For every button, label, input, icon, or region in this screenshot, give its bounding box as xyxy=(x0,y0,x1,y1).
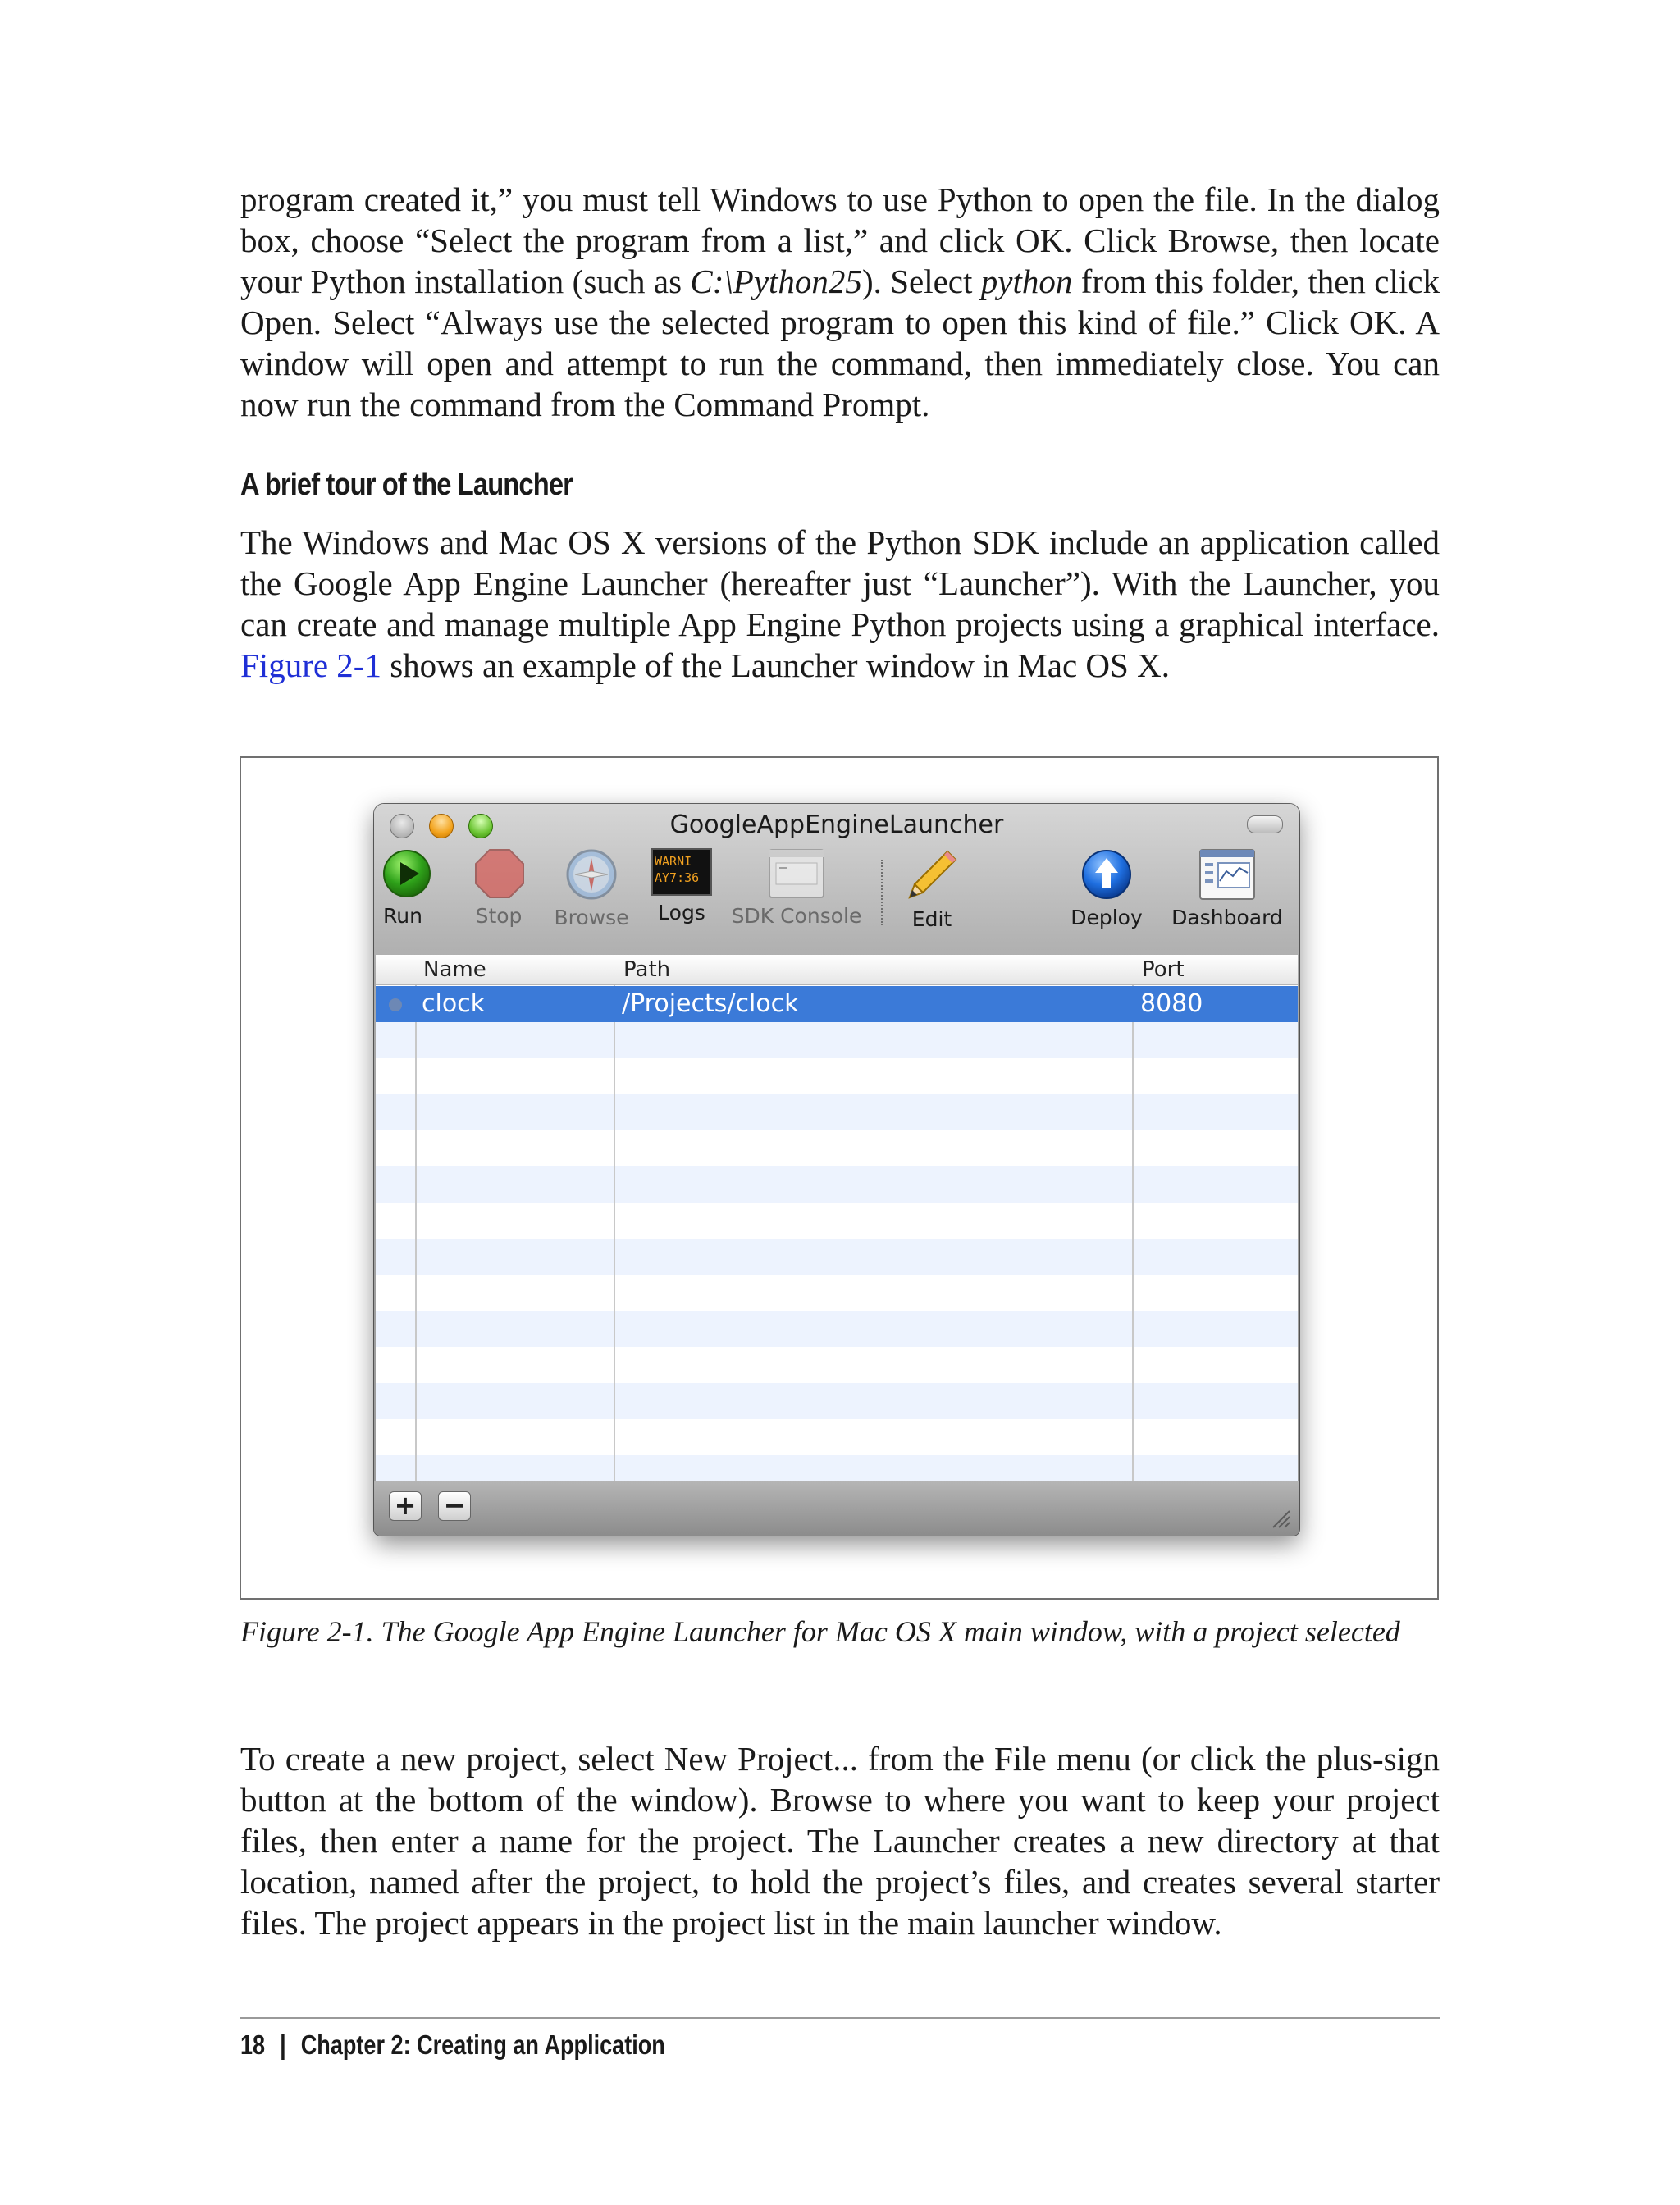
dashboard-icon xyxy=(1198,848,1256,901)
title-bar[interactable] xyxy=(374,804,1299,848)
edit-label: Edit xyxy=(911,907,952,931)
intro-text-1: program created it,” you must tell Windows to use Python to open the file. In the dialog box, choose “Select the program from a list,” and click OK. Click Browse, then locate your Python installation (such as xyxy=(240,180,1440,300)
table-row-empty xyxy=(376,1311,1298,1347)
remove-project-button[interactable]: − xyxy=(438,1491,471,1521)
resize-grip-icon[interactable] xyxy=(1268,1506,1291,1529)
table-row-empty xyxy=(376,1383,1298,1419)
stop-label: Stop xyxy=(475,904,523,928)
log-console-icon xyxy=(651,848,712,896)
log-icon-line-1: WARNI xyxy=(655,854,692,869)
table-row[interactable] xyxy=(376,986,1298,1022)
table-row-empty xyxy=(376,1094,1298,1130)
bottom-bar xyxy=(374,1481,1299,1536)
tour-text-1: The Windows and Mac OS X versions of the Python SDK include an application called the Google App Engine Launcher (hereafter just “Launcher”). With the Launcher, you can create and manage multiple App Engine Python projects using a graphical interface. xyxy=(240,523,1440,643)
figure-caption: Figure 2-1. The Google App Engine Launcher for Mac OS X main window, with a project selected xyxy=(240,1615,1400,1648)
project-port: 8080 xyxy=(1140,989,1203,1018)
toolbar-separator xyxy=(881,860,883,925)
column-divider xyxy=(415,955,417,1481)
column-header-port[interactable]: Port xyxy=(1142,957,1185,982)
log-icon-line-2: AY7:36 xyxy=(655,870,700,885)
add-project-button[interactable]: + xyxy=(389,1491,422,1521)
table-row-empty xyxy=(376,1239,1298,1275)
column-header-path[interactable]: Path xyxy=(623,957,671,982)
sdk-console-label: SDK Console xyxy=(731,904,862,928)
launcher-window xyxy=(374,804,1299,1536)
footer-rule xyxy=(240,2017,1440,2019)
dashboard-label: Dashboard xyxy=(1171,906,1283,929)
stop-button[interactable] xyxy=(474,848,523,928)
project-status-indicator xyxy=(389,998,402,1011)
page-footer xyxy=(240,2029,665,2061)
upload-arrow-icon xyxy=(1080,848,1133,901)
edit-button[interactable] xyxy=(899,848,965,931)
after-paragraph: To create a new project, select New Project... from the File menu (or click the plus-sign button at the bottom of the window). Browse to where you want to keep your project files, then enter a name for the project. The Launcher creates a new directory at that location, named after the project, to hold the project’s files, and creates several starter files. The project appears in the project list in the main launcher window. xyxy=(240,1740,1440,1942)
toolbar xyxy=(374,848,1299,938)
table-row-empty xyxy=(376,1166,1298,1203)
deploy-button[interactable] xyxy=(1070,848,1144,929)
table-row-empty xyxy=(376,1455,1298,1481)
sdk-console-icon xyxy=(768,848,825,899)
play-icon xyxy=(382,848,431,899)
browse-button[interactable] xyxy=(550,848,632,929)
column-header-name[interactable]: Name xyxy=(423,957,486,982)
tour-text-2: shows an example of the Launcher window in Mac OS X. xyxy=(381,646,1170,684)
page-number: 18 xyxy=(240,2029,266,2060)
project-name: clock xyxy=(422,989,486,1018)
toolbar-toggle-button[interactable] xyxy=(1247,815,1283,833)
projects-table xyxy=(376,955,1298,1481)
figure-link[interactable]: Figure 2-1 xyxy=(240,646,381,684)
logs-button[interactable] xyxy=(649,848,714,924)
pencil-icon xyxy=(905,848,959,902)
table-row-empty xyxy=(376,1022,1298,1058)
dashboard-button[interactable] xyxy=(1162,848,1293,929)
sdk-console-button[interactable] xyxy=(727,848,866,928)
column-divider xyxy=(1132,955,1134,1481)
python-path-italic: C:\Python25 xyxy=(690,262,862,300)
compass-icon xyxy=(565,848,618,901)
stop-icon xyxy=(474,848,525,899)
run-button[interactable] xyxy=(382,848,423,928)
table-header xyxy=(376,955,1298,985)
intro-text-2: ). Select xyxy=(861,262,981,300)
tour-paragraph xyxy=(240,522,1440,686)
python-italic: python xyxy=(980,262,1073,300)
intro-paragraph xyxy=(240,179,1440,425)
footer-separator: | xyxy=(280,2029,286,2060)
chapter-title: Chapter 2: Creating an Application xyxy=(300,2029,665,2060)
section-heading: A brief tour of the Launcher xyxy=(240,468,573,502)
run-label: Run xyxy=(383,904,422,928)
intro-text-3: from this folder, then click Open. Select “Always use the selected program to open this kind of file.” Click OK. A window will open and attempt to run the command, then immediately close. You can now run the command from the Command Prompt. xyxy=(240,262,1440,423)
browse-label: Browse xyxy=(554,906,629,929)
window-title: GoogleAppEngineLauncher xyxy=(669,810,1004,839)
deploy-label: Deploy xyxy=(1071,906,1143,929)
project-path: /Projects/clock xyxy=(622,989,799,1018)
column-divider xyxy=(614,955,615,1481)
logs-label: Logs xyxy=(658,901,705,924)
